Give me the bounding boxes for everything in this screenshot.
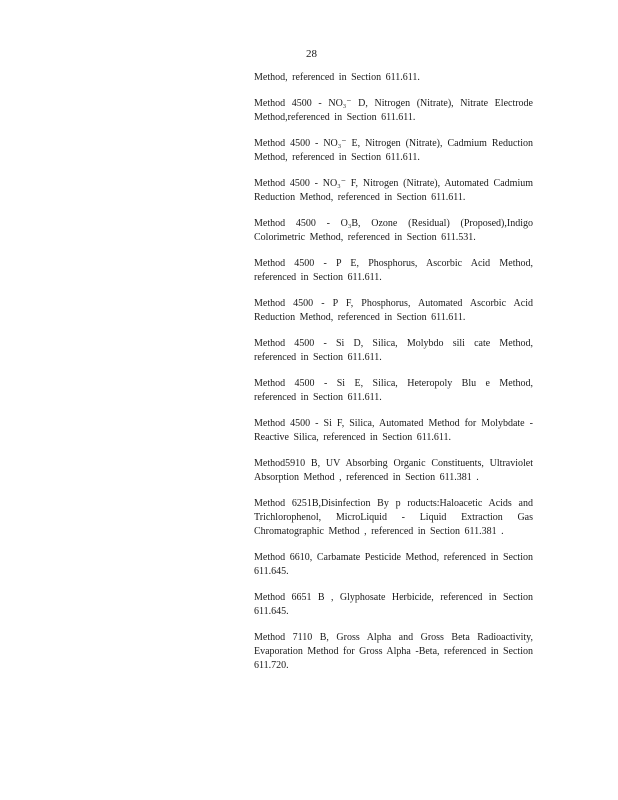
reference-entry: Method 6610, Carbamate Pesticide Method, referenced in Section 611.645. [254,552,533,577]
reference-entry: Method 4500 - NO₃⁻ E, Nitrogen (Nitrate), Cadmium Reduction Method, referenced in Section 611.611. [254,138,533,163]
reference-entry: Method 4500 - O₃B, Ozone (Residual) (Proposed),Indigo Colorimetric Method, referenced in Section 611.531. [254,218,533,243]
reference-entry: Method 6251B,Disinfection By p roducts:Haloacetic Acids and Trichlorophenol, MicroLiquid - Liquid Extraction Gas Chromatographic Method , referenced in Section 611.381 . [254,498,533,537]
reference-list [254,71,533,685]
reference-entry: Method 4500 - NO₃⁻ D, Nitrogen (Nitrate), Nitrate Electrode Method,referenced in Section 611.611. [254,98,533,123]
reference-entry: Method 4500 - NO₃⁻ F, Nitrogen (Nitrate), Automated Cadmium Reduction Method, referenced in Section 611.611. [254,178,533,203]
reference-entry: Method 4500 - P E, Phosphorus, Ascorbic Acid Method, referenced in Section 611.611. [254,258,533,283]
reference-entry: Method 4500 - Si F, Silica, Automated Method for Molybdate -Reactive Silica, referenced in Section 611.611. [254,418,533,443]
reference-entry: Method 7110 B, Gross Alpha and Gross Beta Radioactivity, Evaporation Method for Gross Alpha -Beta, referenced in Section 611.720. [254,632,533,671]
page-number: 28 [306,48,317,60]
reference-entry: Method5910 B, UV Absorbing Organic Constituents, Ultraviolet Absorption Method , referenced in Section 611.381 . [254,458,533,483]
reference-entry: Method, referenced in Section 611.611. [254,72,420,83]
reference-entry: Method 4500 - Si D, Silica, Molybdo sili cate Method, referenced in Section 611.611. [254,338,533,363]
reference-entry: Method 6651 B , Glyphosate Herbicide, referenced in Section 611.645. [254,592,533,617]
reference-entry: Method 4500 - Si E, Silica, Heteropoly Blu e Method, referenced in Section 611.611. [254,378,533,403]
reference-entry: Method 4500 - P F, Phosphorus, Automated Ascorbic Acid Reduction Method, referenced in Section 611.611. [254,298,533,323]
